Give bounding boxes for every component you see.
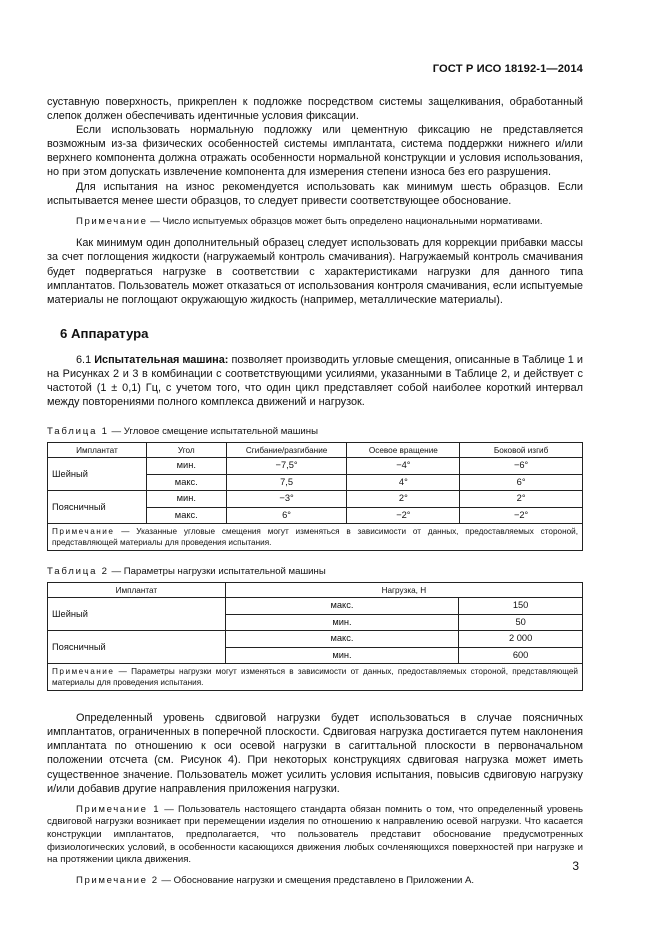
table2-title: — Параметры нагрузки испытательной машины xyxy=(108,566,326,578)
table1-header-cell: Угол xyxy=(146,443,226,458)
note-text: — Параметры нагрузки могут изменяться в зависимости от данных, предоставляемых стороной, представляющей материалы для проведения испытания. xyxy=(52,667,578,688)
section-title: 6 Аппаратура xyxy=(60,325,149,341)
axial-cell: 2° xyxy=(347,491,460,508)
note-text: — Обоснование нагрузки и смещения представлено в Приложении А. xyxy=(158,874,475,886)
standard-header: ГОСТ Р ИСО 18192-1—2014 xyxy=(432,63,583,75)
note-label: Примечание 2 xyxy=(76,874,159,886)
note-label: Примечание xyxy=(76,215,148,227)
table2-load-parameters xyxy=(47,582,583,691)
table1-caption xyxy=(47,426,583,438)
note-1 xyxy=(47,804,583,867)
table1-header-cell: Боковой изгиб xyxy=(460,443,583,458)
table2-note xyxy=(48,664,583,691)
paragraph-4: Как минимум один дополнительный образец следует использовать для коррекции прибавки массы за счет поглощения жидкости (нагружаемый контроль смачивания). Нагружаемый контроль смачивания будет подвергаться нагрузке в соответствии с характеристиками нагрузки для данного типа имплантатов. Пользователь может отказаться от использования контроля смачивания, если испытуемые материалы не поглощают окружающую жидкость (например, металлические материалы). xyxy=(47,237,583,306)
axial-cell: −2° xyxy=(347,507,460,524)
flex-cell: 6° xyxy=(226,507,347,524)
paragraph-3: Для испытания на износ рекомендуется использовать как минимум шесть образцов. Если испытывается менее шести образцов, то следует привести соответствующее обоснование. xyxy=(47,180,583,207)
angle-cell: мин. xyxy=(146,458,226,475)
paragraph-6-1 xyxy=(47,353,583,409)
implant-cell: Поясничный xyxy=(48,491,147,524)
table1-header-cell: Осевое вращение xyxy=(347,443,460,458)
note-2 xyxy=(47,875,583,888)
lateral-cell: 2° xyxy=(460,491,583,508)
table2-header-cell: Нагрузка, Н xyxy=(225,583,582,598)
flex-cell: −3° xyxy=(226,491,347,508)
kind-cell: мин. xyxy=(225,647,459,664)
value-cell: 2 000 xyxy=(459,631,583,648)
table1-angular-displacement xyxy=(47,442,583,551)
kind-cell: мин. xyxy=(225,614,459,631)
table-row xyxy=(48,631,583,648)
paragraph-1: суставную поверхность, прикреплен к подложке посредством системы защелкивания, обработанный слепок должен обеспечивать идентичные условия фиксации. xyxy=(47,96,583,123)
clause-text: позволяет производить угловые смещения, описанные в Таблице 1 и на Рисунках 2 и 3 в комбинации с соответствующими усилиями, указанными в Таблице 2, и действует с частотой (1 ± 0,1) Гц, с учетом того, что один цикл представляет собой наиболее короткий интервал между повторениями полного комплекса движений и нагрузок. xyxy=(47,353,583,409)
note-text: — Указанные угловые смещения могут изменяться в зависимости от данных, предоставляемых стороной, представляющей материалы для проведения испытания. xyxy=(52,527,578,548)
table1-title: — Угловое смещение испытательной машины xyxy=(108,426,318,438)
axial-cell: 4° xyxy=(347,474,460,491)
note-text: — Число испытуемых образцов может быть определено национальными нормативами. xyxy=(147,215,543,227)
table-row xyxy=(48,458,583,475)
table1-header-cell: Имплантат xyxy=(48,443,147,458)
kind-cell: макс. xyxy=(225,631,459,648)
table1-label: Таблица 1 xyxy=(47,426,109,438)
note-label: Примечание 1 xyxy=(76,803,161,815)
page-content xyxy=(47,95,583,887)
clause-number: 6.1 xyxy=(76,353,95,366)
value-cell: 150 xyxy=(459,598,583,615)
table1-header-cell: Сгибание/разгибание xyxy=(226,443,347,458)
value-cell: 50 xyxy=(459,614,583,631)
table2-header-row xyxy=(48,583,583,598)
paragraph-5: Определенный уровень сдвиговой нагрузки будет использоваться в случае поясничных имплантатов, ограниченных в поперечной плоскости. Сдвиговая нагрузка достигается путем наклонения имплантата по отношению к оси осевой нагрузки в сагиттальной плоскости в первоначальном положении отсчета (см. Рисунок 4). При некоторых конструкциях сдвиговая нагрузка может иметь существенное значение. Пользователь может усилить условия испытания, повысив сдвиговую нагрузку и/или добавив другие направления приложения нагрузки. xyxy=(47,712,583,795)
table-row xyxy=(48,491,583,508)
table2-caption xyxy=(47,566,583,578)
table2-note-row xyxy=(48,664,583,691)
flex-cell: 7,5 xyxy=(226,474,347,491)
paragraph-2: Если использовать нормальную подложку или цементную фиксацию не представляется возможным из-за физических особенностей системы имплантата, система поддержки нижнего и/или верхнего компонента должна отражать особенности нормальной конструкции и условия использования, но при этом допускать извлечение компонента для измерения степени износа без его разрушения. xyxy=(47,124,583,179)
angle-cell: мин. xyxy=(146,491,226,508)
note-label: Примечание xyxy=(52,527,115,537)
implant-cell: Поясничный xyxy=(48,631,226,664)
value-cell: 600 xyxy=(459,647,583,664)
note-label: Примечание xyxy=(52,667,115,677)
table2-header-cell: Имплантат xyxy=(48,583,226,598)
table1-note xyxy=(48,524,583,551)
table1-note-row xyxy=(48,524,583,551)
table2-label: Таблица 2 xyxy=(47,566,109,578)
clause-term: Испытательная машина: xyxy=(94,353,229,366)
lateral-cell: −6° xyxy=(460,458,583,475)
axial-cell: −4° xyxy=(347,458,460,475)
implant-cell: Шейный xyxy=(48,598,226,631)
angle-cell: макс. xyxy=(146,474,226,491)
angle-cell: макс. xyxy=(146,507,226,524)
table-row xyxy=(48,598,583,615)
lateral-cell: −2° xyxy=(460,507,583,524)
page-number: 3 xyxy=(572,859,579,873)
note-specimens xyxy=(47,216,583,229)
flex-cell: −7,5° xyxy=(226,458,347,475)
note-text: — Пользователь настоящего стандарта обязан помнить о том, что определенный уровень сдвиговой нагрузки возникает при перемещении изделия по отношению к направлению осевой нагрузки. Что касается конструкции имплантатов, предполагается, что пользователь представит обоснование предусмотренных физиологических условий, в особенности касающихся движения любых сочленяющихся поверхностей при нагрузке и на протяжении цикла движения. xyxy=(47,803,583,866)
lateral-cell: 6° xyxy=(460,474,583,491)
kind-cell: макс. xyxy=(225,598,459,615)
implant-cell: Шейный xyxy=(48,458,147,491)
table1-header-row xyxy=(48,443,583,458)
